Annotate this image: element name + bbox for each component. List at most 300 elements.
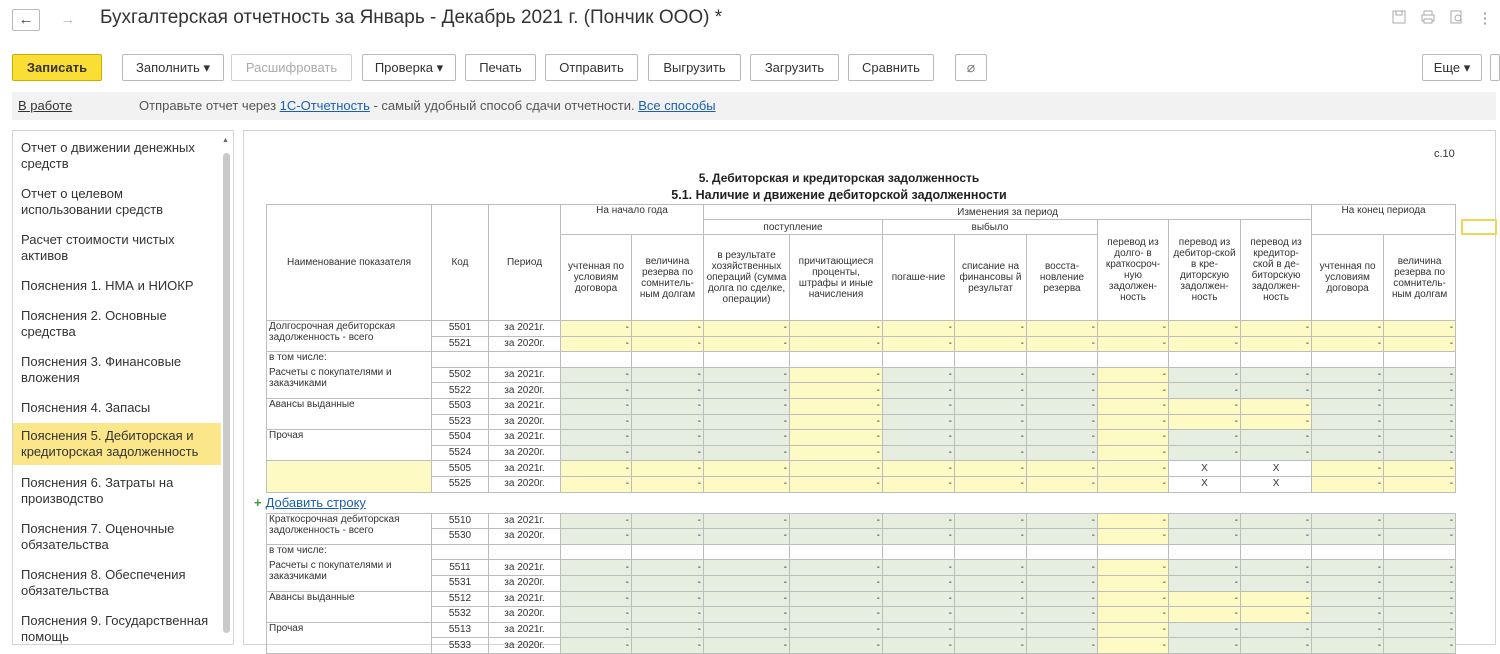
cell[interactable]: - xyxy=(561,398,632,414)
cell[interactable]: - xyxy=(1312,398,1384,414)
cell[interactable]: - xyxy=(561,367,632,383)
row-code: 5504 xyxy=(432,430,489,446)
row-code: 5524 xyxy=(432,445,489,461)
cell[interactable]: - xyxy=(790,591,883,607)
back-button[interactable]: ← xyxy=(12,9,40,31)
cell[interactable]: - xyxy=(704,321,790,337)
table-row xyxy=(267,476,1456,492)
cell[interactable]: - xyxy=(883,461,955,477)
cell[interactable]: - xyxy=(1027,591,1098,607)
cell[interactable]: - xyxy=(561,476,632,492)
cell[interactable]: - xyxy=(1384,575,1456,591)
cell[interactable]: - xyxy=(883,591,955,607)
cell[interactable]: - xyxy=(1027,529,1098,545)
cell[interactable]: - xyxy=(1312,513,1384,529)
cell[interactable]: - xyxy=(704,476,790,492)
cell[interactable]: - xyxy=(883,321,955,337)
cell[interactable]: - xyxy=(1098,622,1169,638)
cell[interactable]: - xyxy=(1169,445,1241,461)
cell[interactable]: - xyxy=(632,398,704,414)
info-bar xyxy=(12,92,1496,120)
cell[interactable]: - xyxy=(1384,461,1456,477)
row-name: Долгосрочная дебиторская задолженность - всего xyxy=(267,321,432,352)
extra-button[interactable] xyxy=(1490,54,1500,81)
cell[interactable]: - xyxy=(1027,622,1098,638)
cell[interactable]: - xyxy=(1384,383,1456,399)
row-name: Расчеты с покупателями и заказчиками xyxy=(267,560,432,591)
print-icon[interactable] xyxy=(1419,10,1437,28)
cell[interactable]: - xyxy=(955,476,1027,492)
cell[interactable]: - xyxy=(1098,430,1169,446)
more-button[interactable]: Еще ▾ xyxy=(1422,54,1482,81)
cell[interactable]: - xyxy=(883,529,955,545)
cell[interactable]: - xyxy=(883,622,955,638)
info-message: Отправьте отчет через 1С-Отчетность - самый удобный способ сдачи отчетности. Все способы xyxy=(139,98,716,113)
cell[interactable]: - xyxy=(883,445,955,461)
cell[interactable]: - xyxy=(561,607,632,623)
cell[interactable]: - xyxy=(1027,367,1098,383)
cell[interactable]: - xyxy=(1098,461,1169,477)
sidebar-item[interactable]: Пояснения 2. Основные средства xyxy=(21,308,167,339)
cell[interactable]: - xyxy=(1241,638,1312,654)
cell[interactable]: - xyxy=(1098,414,1169,430)
cell[interactable]: - xyxy=(790,383,883,399)
cell[interactable]: - xyxy=(704,607,790,623)
cell[interactable]: - xyxy=(632,638,704,654)
cell[interactable]: - xyxy=(883,476,955,492)
cell[interactable]: - xyxy=(561,622,632,638)
cell[interactable]: - xyxy=(1098,336,1169,352)
cell[interactable]: - xyxy=(1241,430,1312,446)
cell[interactable]: - xyxy=(1384,321,1456,337)
cell[interactable]: - xyxy=(1312,336,1384,352)
cell[interactable]: - xyxy=(1241,383,1312,399)
cell[interactable]: - xyxy=(632,414,704,430)
cell[interactable]: - xyxy=(1169,430,1241,446)
cell[interactable]: - xyxy=(1241,622,1312,638)
scroll-up-icon[interactable]: ▲ xyxy=(222,137,229,144)
cell[interactable]: - xyxy=(955,336,1027,352)
cell[interactable]: - xyxy=(1241,367,1312,383)
forward-button[interactable]: → xyxy=(54,9,82,31)
cell[interactable]: - xyxy=(1312,622,1384,638)
cell[interactable]: - xyxy=(1169,383,1241,399)
table-row xyxy=(267,607,1456,623)
row-period: за 2021г. xyxy=(489,321,561,337)
row-name: Авансы выданные xyxy=(267,398,432,429)
sidebar-item[interactable]: Пояснения 9. Государственная помощь xyxy=(21,613,209,644)
cell[interactable]: - xyxy=(883,414,955,430)
table-row xyxy=(267,638,1456,654)
cell[interactable]: - xyxy=(1312,430,1384,446)
cell[interactable]: - xyxy=(1027,398,1098,414)
cell[interactable]: - xyxy=(561,383,632,399)
header-tr-cred-debt: перевод из кредитор-ской в де-биторскую задолжен-ность xyxy=(1241,220,1312,321)
add-row-link[interactable] xyxy=(254,495,366,510)
table-row xyxy=(267,529,1456,545)
row-period: за 2021г. xyxy=(489,367,561,383)
cell[interactable]: - xyxy=(632,383,704,399)
table-row xyxy=(267,398,1456,414)
row-period: за 2020г. xyxy=(489,383,561,399)
save-button[interactable]: Записать xyxy=(12,54,102,81)
cell[interactable]: - xyxy=(1169,367,1241,383)
cell[interactable]: - xyxy=(1027,575,1098,591)
cell[interactable]: - xyxy=(955,414,1027,430)
cell[interactable]: - xyxy=(955,591,1027,607)
status-link[interactable]: В работе xyxy=(18,98,73,113)
cell[interactable]: - xyxy=(1384,367,1456,383)
cell[interactable]: - xyxy=(1312,560,1384,576)
attach-button[interactable] xyxy=(955,54,987,81)
check-button[interactable]: Проверка ▾ xyxy=(362,54,456,81)
cell[interactable]: - xyxy=(955,367,1027,383)
cell[interactable]: - xyxy=(1169,607,1241,623)
cell[interactable]: - xyxy=(561,575,632,591)
cell[interactable]: - xyxy=(1312,607,1384,623)
cell[interactable]: - xyxy=(704,336,790,352)
cell[interactable]: - xyxy=(1169,591,1241,607)
cell[interactable]: - xyxy=(883,383,955,399)
cell[interactable]: - xyxy=(1384,560,1456,576)
cell[interactable]: - xyxy=(883,560,955,576)
cell[interactable]: - xyxy=(632,607,704,623)
cell-x: X xyxy=(1169,461,1241,477)
cell[interactable]: - xyxy=(1241,607,1312,623)
cell[interactable]: - xyxy=(1312,321,1384,337)
cell[interactable]: - xyxy=(955,461,1027,477)
cell[interactable]: - xyxy=(1098,367,1169,383)
sidebar-item[interactable]: Пояснения 3. Финансовые вложения xyxy=(21,354,182,385)
print-button[interactable]: Печать xyxy=(465,54,536,81)
cell[interactable]: - xyxy=(955,445,1027,461)
cell[interactable]: - xyxy=(1098,513,1169,529)
cell[interactable]: - xyxy=(704,461,790,477)
cell-x: X xyxy=(1169,476,1241,492)
cell[interactable]: - xyxy=(1027,476,1098,492)
cell[interactable]: - xyxy=(1384,398,1456,414)
cell[interactable]: - xyxy=(561,414,632,430)
cell[interactable]: - xyxy=(1384,591,1456,607)
paperclip-icon: ⌀ xyxy=(966,59,976,75)
cell[interactable]: - xyxy=(1098,398,1169,414)
cell[interactable]: - xyxy=(1241,575,1312,591)
cell[interactable]: - xyxy=(790,321,883,337)
decode-button[interactable]: Расшифровать xyxy=(231,54,352,81)
sidebar-scrollbar[interactable] xyxy=(222,133,231,638)
cell[interactable]: - xyxy=(1169,513,1241,529)
cell[interactable]: - xyxy=(632,336,704,352)
cell[interactable]: - xyxy=(561,591,632,607)
cell[interactable]: - xyxy=(1027,336,1098,352)
cell[interactable]: - xyxy=(1098,383,1169,399)
cell[interactable]: - xyxy=(1027,607,1098,623)
row-period: за 2021г. xyxy=(489,622,561,638)
cell[interactable]: - xyxy=(955,529,1027,545)
cell[interactable]: - xyxy=(1312,383,1384,399)
cell[interactable]: - xyxy=(1312,414,1384,430)
cell[interactable]: - xyxy=(561,336,632,352)
send-button[interactable]: Отправить xyxy=(545,54,638,81)
cell[interactable]: - xyxy=(561,560,632,576)
cell[interactable]: - xyxy=(1384,414,1456,430)
cell[interactable]: - xyxy=(561,445,632,461)
row-code: 5501 xyxy=(432,321,489,337)
cell[interactable]: - xyxy=(561,321,632,337)
row-name-input[interactable] xyxy=(267,461,432,492)
cell[interactable]: - xyxy=(1098,638,1169,654)
section-list xyxy=(12,130,234,645)
sidebar-item[interactable]: Отчет о движении денежных средств xyxy=(21,140,195,171)
sidebar-item[interactable]: Отчет о целевом использовании средств xyxy=(21,186,164,217)
table-row xyxy=(267,430,1456,446)
cell[interactable]: - xyxy=(1384,476,1456,492)
cell[interactable]: - xyxy=(790,622,883,638)
cell[interactable]: - xyxy=(704,383,790,399)
cell[interactable]: - xyxy=(790,529,883,545)
cell[interactable]: - xyxy=(1312,476,1384,492)
cell[interactable]: - xyxy=(704,591,790,607)
cell[interactable]: - xyxy=(704,575,790,591)
table-row xyxy=(267,560,1456,576)
cell[interactable]: - xyxy=(1384,336,1456,352)
sidebar-item[interactable]: Пояснения 8. Обеспечения обязательства xyxy=(21,567,186,598)
cell[interactable]: - xyxy=(1027,560,1098,576)
cell[interactable]: - xyxy=(1169,398,1241,414)
cell[interactable]: - xyxy=(790,461,883,477)
cell[interactable]: - xyxy=(704,638,790,654)
cell[interactable]: - xyxy=(1027,430,1098,446)
cell[interactable]: - xyxy=(790,445,883,461)
header-income: поступление xyxy=(704,220,883,235)
cell[interactable]: - xyxy=(632,461,704,477)
cell[interactable]: - xyxy=(561,513,632,529)
row-code: 5513 xyxy=(432,622,489,638)
cell[interactable]: - xyxy=(1241,529,1312,545)
cell[interactable]: - xyxy=(704,622,790,638)
cell[interactable]: - xyxy=(790,398,883,414)
table-row xyxy=(267,367,1456,383)
cell[interactable]: - xyxy=(1241,321,1312,337)
all-methods-link[interactable]: Все способы xyxy=(638,98,716,113)
header-repaid: погаше-ние xyxy=(883,235,955,321)
row-period: за 2020г. xyxy=(489,607,561,623)
cell[interactable]: - xyxy=(1312,445,1384,461)
cell[interactable]: - xyxy=(1027,321,1098,337)
row-period: за 2021г. xyxy=(489,430,561,446)
cell[interactable]: - xyxy=(883,336,955,352)
save-file-icon[interactable] xyxy=(1390,10,1408,28)
cell[interactable]: - xyxy=(883,430,955,446)
cell[interactable]: - xyxy=(1098,445,1169,461)
add-row-label[interactable]: Добавить строку xyxy=(265,495,366,510)
header-end-accounted: учтенная по условиям договора xyxy=(1312,235,1384,321)
cell[interactable]: - xyxy=(561,461,632,477)
cell[interactable]: - xyxy=(704,430,790,446)
sidebar-item-active[interactable]: Пояснения 5. Дебиторская и кредиторская задолженность xyxy=(13,423,221,465)
cell[interactable]: - xyxy=(704,445,790,461)
cell[interactable]: - xyxy=(1241,591,1312,607)
cell[interactable]: - xyxy=(790,336,883,352)
sidebar-item[interactable]: Расчет стоимости чистых активов xyxy=(21,232,175,263)
cell[interactable]: - xyxy=(704,529,790,545)
export-button[interactable]: Выгрузить xyxy=(648,54,741,81)
sidebar-item[interactable]: Пояснения 7. Оценочные обязательства xyxy=(21,521,175,552)
cell[interactable]: - xyxy=(790,414,883,430)
cell[interactable]: - xyxy=(632,430,704,446)
cell[interactable]: - xyxy=(1312,638,1384,654)
cell[interactable]: - xyxy=(883,367,955,383)
cell[interactable]: - xyxy=(1169,529,1241,545)
1c-reporting-link[interactable]: 1С-Отчетность xyxy=(279,98,370,113)
cell[interactable]: - xyxy=(790,513,883,529)
cell[interactable]: - xyxy=(1027,383,1098,399)
cell[interactable]: - xyxy=(1312,461,1384,477)
cell[interactable]: - xyxy=(1169,622,1241,638)
cell[interactable]: - xyxy=(704,560,790,576)
preview-icon[interactable] xyxy=(1448,10,1466,28)
cell[interactable]: - xyxy=(1241,560,1312,576)
cell[interactable]: - xyxy=(1169,321,1241,337)
header-writeoff: списание на финансовы й результат xyxy=(955,235,1027,321)
cell[interactable]: - xyxy=(955,398,1027,414)
cell[interactable]: - xyxy=(1241,445,1312,461)
cell[interactable]: - xyxy=(790,560,883,576)
cell[interactable]: - xyxy=(883,607,955,623)
cell[interactable]: - xyxy=(955,575,1027,591)
cell[interactable]: - xyxy=(955,513,1027,529)
scroll-thumb[interactable] xyxy=(223,153,230,633)
cell[interactable]: - xyxy=(1384,445,1456,461)
row-code: 5521 xyxy=(432,336,489,352)
cell[interactable]: - xyxy=(561,638,632,654)
cell[interactable]: - xyxy=(632,476,704,492)
cell[interactable]: - xyxy=(704,398,790,414)
cell[interactable]: - xyxy=(1169,336,1241,352)
cell[interactable]: - xyxy=(1241,398,1312,414)
sidebar-item[interactable]: Пояснения 4. Запасы xyxy=(21,400,151,415)
sidebar-item[interactable]: Пояснения 1. НМА и НИОКР xyxy=(21,278,194,293)
header-end-reserve: величина резерва по сомнитель-ным долгам xyxy=(1384,235,1456,321)
cell[interactable]: - xyxy=(1169,560,1241,576)
cell[interactable]: - xyxy=(790,638,883,654)
cell[interactable]: - xyxy=(790,367,883,383)
cell[interactable]: - xyxy=(632,529,704,545)
table-row xyxy=(267,622,1456,638)
header-period: Период xyxy=(489,205,561,321)
cell[interactable]: - xyxy=(1098,476,1169,492)
cell[interactable]: - xyxy=(1169,575,1241,591)
cell[interactable]: - xyxy=(1027,638,1098,654)
cell[interactable]: - xyxy=(1027,513,1098,529)
cell[interactable]: - xyxy=(1384,622,1456,638)
cell[interactable]: - xyxy=(790,430,883,446)
cell[interactable]: - xyxy=(1384,513,1456,529)
cell[interactable]: - xyxy=(632,575,704,591)
cell[interactable]: - xyxy=(1098,560,1169,576)
cell[interactable]: - xyxy=(1312,591,1384,607)
cell[interactable]: - xyxy=(883,638,955,654)
row-code: 5533 xyxy=(432,638,489,654)
table-row xyxy=(267,591,1456,607)
cell[interactable]: - xyxy=(632,321,704,337)
cell[interactable]: - xyxy=(1384,529,1456,545)
cell[interactable]: - xyxy=(1312,529,1384,545)
cell[interactable]: - xyxy=(1384,638,1456,654)
cell[interactable]: - xyxy=(632,445,704,461)
cell[interactable]: - xyxy=(955,430,1027,446)
cell[interactable]: - xyxy=(955,622,1027,638)
cell[interactable]: - xyxy=(1098,575,1169,591)
row-period: за 2020г. xyxy=(489,336,561,352)
cell-x: X xyxy=(1241,476,1312,492)
cell[interactable]: - xyxy=(1384,430,1456,446)
cell[interactable]: - xyxy=(955,607,1027,623)
report-title: 5. Дебиторская и кредиторская задолженность xyxy=(698,171,980,185)
cell[interactable]: - xyxy=(1241,414,1312,430)
cell[interactable]: - xyxy=(1098,591,1169,607)
cell[interactable]: - xyxy=(704,414,790,430)
cell[interactable]: - xyxy=(1098,529,1169,545)
more-options-icon[interactable]: ⋮ xyxy=(1477,10,1493,27)
cell[interactable]: - xyxy=(632,560,704,576)
active-cell-marker[interactable] xyxy=(1461,219,1497,235)
cell[interactable]: - xyxy=(704,367,790,383)
cell[interactable]: - xyxy=(1241,513,1312,529)
import-button[interactable]: Загрузить xyxy=(750,54,839,81)
cell[interactable]: - xyxy=(1384,607,1456,623)
cell[interactable]: - xyxy=(561,430,632,446)
cell[interactable]: - xyxy=(1169,638,1241,654)
row-name: Прочая xyxy=(267,622,432,653)
cell[interactable]: - xyxy=(1027,445,1098,461)
cell[interactable]: - xyxy=(632,513,704,529)
cell[interactable]: - xyxy=(790,607,883,623)
row-period: за 2020г. xyxy=(489,476,561,492)
cell[interactable]: - xyxy=(790,575,883,591)
cell[interactable]: - xyxy=(883,513,955,529)
cell[interactable]: - xyxy=(561,529,632,545)
cell[interactable]: - xyxy=(790,476,883,492)
cell[interactable]: - xyxy=(1241,336,1312,352)
compare-button[interactable]: Сравнить xyxy=(848,54,934,81)
cell[interactable]: - xyxy=(1169,414,1241,430)
header-changes: Изменения за период xyxy=(704,205,1312,220)
table-row xyxy=(267,414,1456,430)
cell[interactable]: - xyxy=(1312,367,1384,383)
cell[interactable]: - xyxy=(955,560,1027,576)
cell[interactable]: - xyxy=(955,383,1027,399)
table-row xyxy=(267,461,1456,477)
fill-button[interactable]: Заполнить ▾ xyxy=(122,54,224,81)
cell[interactable]: - xyxy=(883,575,955,591)
cell[interactable]: - xyxy=(955,321,1027,337)
cell[interactable]: - xyxy=(883,398,955,414)
row-code: 5505 xyxy=(432,461,489,477)
cell[interactable]: - xyxy=(1027,461,1098,477)
cell[interactable]: - xyxy=(1312,575,1384,591)
cell[interactable]: - xyxy=(1098,607,1169,623)
sidebar-item[interactable]: Пояснения 6. Затраты на производство xyxy=(21,475,174,506)
cell[interactable]: - xyxy=(632,591,704,607)
cell[interactable]: - xyxy=(632,622,704,638)
row-code: 5502 xyxy=(432,367,489,383)
cell[interactable]: - xyxy=(632,367,704,383)
cell[interactable]: - xyxy=(955,638,1027,654)
cell[interactable]: - xyxy=(704,513,790,529)
cell[interactable]: - xyxy=(1098,321,1169,337)
cell[interactable]: - xyxy=(1027,414,1098,430)
